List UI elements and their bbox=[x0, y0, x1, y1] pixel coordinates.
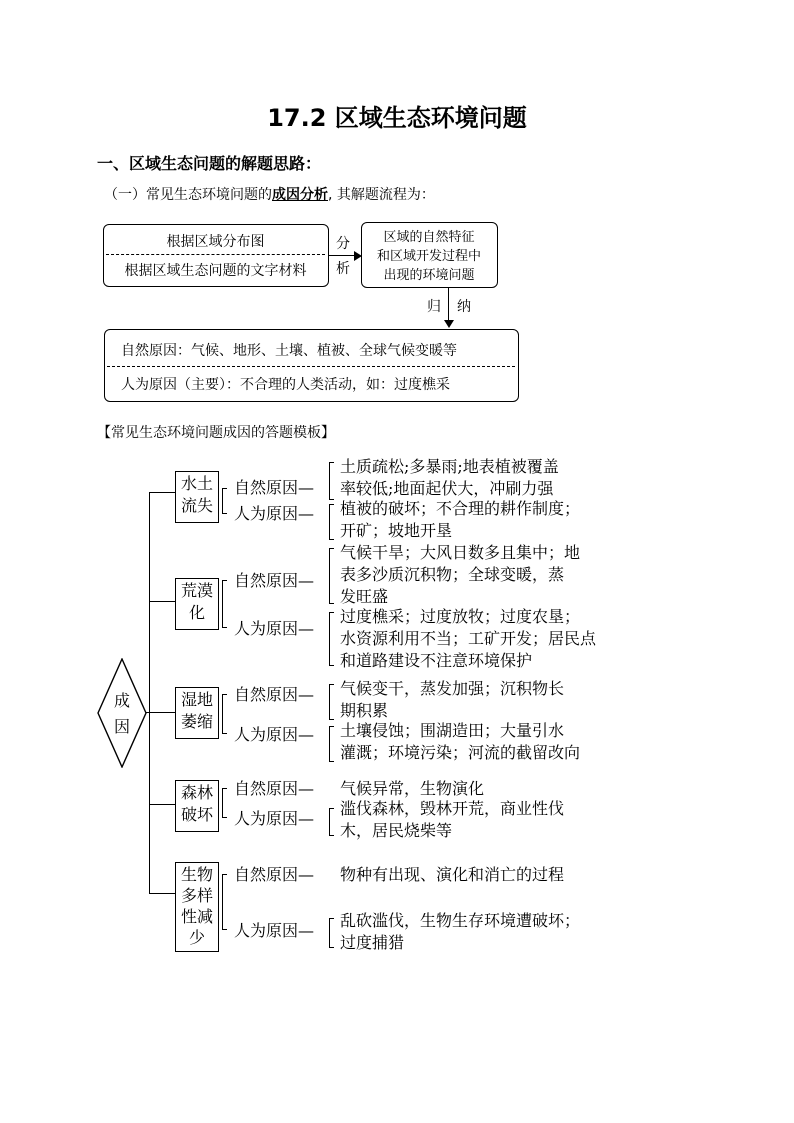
page-title: 17.2 区域生态环境问题 bbox=[267, 104, 527, 132]
category-line: 流失 bbox=[180, 496, 213, 515]
natural-label: 自然原因— bbox=[234, 685, 315, 704]
flow-human-text: 人为原因（主要）：不合理的人类活动，如：过度樵采 bbox=[121, 377, 450, 393]
natural-text-line: 率较低;地面起伏大，冲刷力强 bbox=[340, 479, 554, 498]
human-text-line: 过度樵采；过度放牧；过度农垦； bbox=[340, 607, 581, 626]
category-box-soil-erosion bbox=[175, 471, 219, 523]
induce-char-1: 归 bbox=[427, 299, 441, 315]
category-bracket bbox=[222, 874, 227, 930]
flow-left-box bbox=[103, 224, 329, 287]
category-line: 多样 bbox=[180, 886, 213, 905]
human-label: 人为原因— bbox=[234, 809, 315, 828]
human-text-line: 植被的破坏；不合理的耕作制度； bbox=[340, 499, 581, 518]
flow-right-line-2: 和区域开发过程中 bbox=[376, 249, 481, 264]
flow-down-line bbox=[448, 288, 449, 322]
category-line: 少 bbox=[188, 928, 205, 947]
branch-3 bbox=[149, 712, 175, 713]
category-bracket bbox=[222, 694, 227, 734]
category-line: 破坏 bbox=[180, 805, 213, 824]
branch-2 bbox=[149, 601, 175, 602]
intro-before: （一）常见生态环境问题的 bbox=[104, 187, 272, 203]
category-line: 化 bbox=[188, 603, 205, 622]
root-diamond bbox=[97, 658, 147, 768]
human-label: 人为原因— bbox=[234, 619, 315, 638]
human-text-line: 过度捕猎 bbox=[340, 933, 405, 952]
natural-text-line: 气候干旱；大风日数多且集中；地 bbox=[340, 543, 581, 562]
category-box-forest-destruction bbox=[175, 780, 219, 832]
category-line: 性减 bbox=[180, 907, 213, 926]
natural-text-line: 气候变干，蒸发加强；沉积物长 bbox=[340, 679, 565, 698]
flow-bottom-divider bbox=[107, 366, 515, 367]
induce-char-2: 纳 bbox=[457, 299, 471, 315]
category-bracket bbox=[222, 488, 227, 514]
natural-label: 自然原因— bbox=[234, 478, 315, 497]
human-label: 人为原因— bbox=[234, 921, 315, 940]
intro-bold: 成因分析 bbox=[272, 187, 328, 203]
template-title: 【常见生态环境问题成因的答题模板】 bbox=[97, 425, 335, 441]
text-bracket bbox=[329, 726, 334, 762]
intro-text bbox=[104, 184, 435, 204]
human-text-line: 和道路建设不注意环境保护 bbox=[340, 651, 533, 670]
human-text-line: 灌溉；环境污染；河流的截留改向 bbox=[340, 743, 581, 762]
natural-label: 自然原因— bbox=[234, 571, 315, 590]
text-bracket bbox=[329, 918, 334, 948]
analyze-char-1: 分 bbox=[336, 236, 350, 252]
flow-right-line-3: 出现的环境问题 bbox=[383, 268, 475, 283]
flow-right-box bbox=[361, 222, 498, 288]
branch-1 bbox=[149, 492, 175, 493]
category-bracket bbox=[222, 788, 227, 818]
natural-label: 自然原因— bbox=[234, 865, 315, 884]
flow-right-line-1: 区域的自然特征 bbox=[383, 230, 475, 245]
category-line: 湿地 bbox=[180, 690, 213, 709]
trunk-line bbox=[149, 492, 150, 893]
text-bracket bbox=[329, 504, 334, 540]
flow-left-divider bbox=[106, 254, 325, 255]
human-label: 人为原因— bbox=[234, 725, 315, 744]
flow-bottom-box bbox=[104, 329, 519, 402]
category-bracket bbox=[222, 580, 227, 628]
intro-after: , 其解题流程为： bbox=[328, 187, 435, 203]
category-box-biodiversity-loss bbox=[175, 862, 219, 952]
human-label: 人为原因— bbox=[234, 504, 315, 523]
human-text-line: 滥伐森林，毁林开荒，商业性伐 bbox=[340, 799, 565, 818]
natural-text-line: 土质疏松;多暴雨;地表植被覆盖 bbox=[340, 457, 559, 476]
text-bracket bbox=[329, 612, 334, 666]
human-text-line: 乱砍滥伐，生物生存环境遭破坏； bbox=[340, 911, 581, 930]
text-bracket bbox=[329, 684, 334, 720]
human-text-line: 土壤侵蚀；围湖造田；大量引水 bbox=[340, 721, 565, 740]
natural-text-line: 期积累 bbox=[340, 701, 389, 720]
natural-text-line: 表多沙质沉积物；全球变暖，蒸 bbox=[340, 565, 565, 584]
branch-4 bbox=[149, 804, 175, 805]
natural-text-line: 物种有出现、演化和消亡的过程 bbox=[340, 865, 565, 884]
natural-text-line: 发旺盛 bbox=[340, 587, 389, 606]
natural-text-line: 气候异常，生物演化 bbox=[340, 779, 485, 798]
flow-left-bottom: 根据区域生态问题的文字材料 bbox=[124, 263, 307, 279]
human-text-line: 木，居民烧柴等 bbox=[340, 821, 453, 840]
category-line: 水土 bbox=[180, 474, 213, 493]
root-char-1: 成 bbox=[114, 691, 131, 710]
category-box-desertification bbox=[175, 578, 219, 630]
category-box-wetland-shrinkage bbox=[175, 687, 219, 739]
category-line: 荒漠 bbox=[180, 581, 213, 600]
root-char-2: 因 bbox=[114, 717, 131, 736]
analyze-char-2: 析 bbox=[336, 261, 350, 277]
flow-natural-text: 自然原因：气候、地形、土壤、植被、全球气候变暖等 bbox=[121, 343, 457, 359]
flow-arrow-line bbox=[329, 255, 357, 256]
text-bracket bbox=[329, 462, 334, 500]
category-line: 萎缩 bbox=[180, 712, 213, 731]
section-heading: 一、区域生态问题的解题思路： bbox=[97, 154, 322, 173]
human-text-line: 水资源利用不当；工矿开发；居民点 bbox=[340, 629, 597, 648]
branch-5 bbox=[149, 893, 175, 894]
flow-left-top: 根据区域分布图 bbox=[166, 234, 265, 250]
natural-label: 自然原因— bbox=[234, 779, 315, 798]
text-bracket bbox=[329, 808, 334, 836]
text-bracket bbox=[329, 548, 334, 604]
category-line: 生物 bbox=[180, 865, 213, 884]
human-text-line: 开矿；坡地开垦 bbox=[340, 521, 453, 540]
category-line: 森林 bbox=[180, 783, 213, 802]
flow-down-head bbox=[444, 320, 454, 328]
